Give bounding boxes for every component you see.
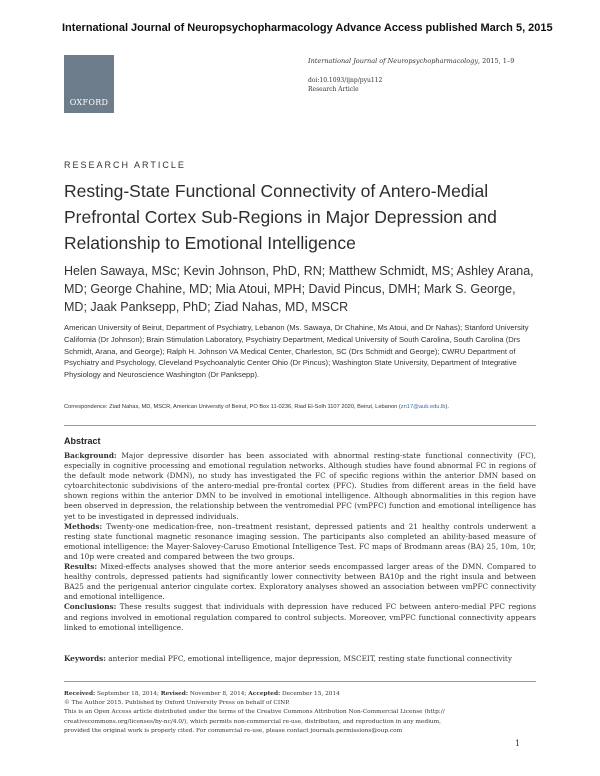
- journal-reference: [308, 57, 514, 65]
- oxford-logo: [64, 55, 114, 113]
- license-line: This is an Open Access article distributed under the terms of the Creative Commons Attribution Non-Commercial License (http://: [64, 709, 445, 716]
- abstract-methods: [64, 522, 536, 562]
- abstract-body: [64, 451, 536, 633]
- methods-label: Methods:: [64, 521, 103, 531]
- advance-access-banner: International Journal of Neuropsychopharmacology Advance Access published March 5, 2015: [62, 22, 553, 34]
- author-list: Helen Sawaya, MSc; Kevin Johnson, PhD, RN; Matthew Schmidt, MS; Ashley Arana, MD; George Chahine, MD; Mia Atoui, MPH; David Pincus, DMH; Mark S. George, MD; Jaak Panksepp, PhD; Ziad Nahas, MD, MSCR: [64, 264, 534, 314]
- revised-label: Revised:: [160, 691, 188, 697]
- abstract-results: [64, 562, 536, 602]
- section-label: RESEARCH ARTICLE: [64, 160, 186, 170]
- correspondence-email-link[interactable]: zn17@aub.edu.lb: [400, 404, 446, 410]
- keywords-text: anterior medial PFC, emotional intelligence, major depression, MSCEIT, resting state functional connectivity: [105, 654, 512, 663]
- background-text: Major depressive disorder has been associated with abnormal resting-state functional connectivity (FC), especially in cognitive processing and emotional regulation networks. Although studies have found abnormal FC in regions of the default mode network (DMN), no study has investigated the FC of specific regions within the anterior DMN based on cytoarchitectonic subdivisions of the antero-medial pre-frontal cortex (PFC). Studies from different areas in the field have shown regions within the anterior DMN to be involved in emotional intelligence. Although abnormalities in this region have been observed in depression, the relationship between the ventromedial PFC (vmPFC) function and emotional intelligence has yet to be investigated in depressed individuals.: [64, 451, 536, 521]
- license-line: creativecommons.org/licenses/by-nc/4.0/), which permits non-commercial re-use, distribution, and reproduction in any medium,: [64, 718, 441, 725]
- keywords-label: Keywords:: [64, 654, 106, 663]
- methods-text: Twenty-one medication-free, non–treatment resistant, depressed patients and 21 healthy controls underwent a resting state functional magnetic resonance imaging session. The participants also completed an ability-based measure of emotional intelligence: the Mayer-Salovey-Caruso Emotional Intelligence Test. FC maps of Brodmann areas (BA) 25, 10m, 10r, and 10p were created and compared between the two groups.: [64, 521, 536, 561]
- abstract-heading: Abstract: [64, 436, 101, 446]
- correspondence-text: Correspondence: Ziad Nahas, MD, MSCR, American University of Beirut, PO Box 11-0236, Riad El-Solh 1107 2020, Beirut, Lebanon (: [64, 404, 401, 410]
- copyright: © The Author 2015. Published by Oxford University Press on behalf of CINP.: [64, 700, 290, 707]
- background-label: Background:: [64, 451, 117, 460]
- oxford-logo-text: OXFORD: [69, 98, 109, 107]
- divider: [64, 425, 536, 426]
- abstract-background: [64, 451, 536, 522]
- affiliations: American University of Beirut, Department of Psychiatry, Lebanon (Ms. Sawaya, Dr Chahine, Ms Atoui, and Dr Nahas); Stanford University California (Dr Johnson); Brain Stimulation Laboratory, Psychiatry Department, Medical University of South Carolina, South Carolina (Drs Schmidt, Arana, and George); Ralph H. Johnson VA Medical Center, Charleston, SC (Drs Schmidt and George); CWRU Department of Psychiatry and Psychology, Cleveland Psychoanalytic Center Ohio (Dr Pincus); Washington State University, Department of Integrative Physiology and Neuroscience Washington (Dr Panksepp).: [64, 323, 529, 380]
- results-text: Mixed-effects analyses showed that the more anterior seeds encompassed larger areas of the DMN. Compared to healthy controls, depressed patients had significantly lower connectivity between BA10p and the right insula and between BA25 and the perigenual anterior cingulate cortex. Exploratory analyses showed an association between vmPFC connectivity and emotional intelligence.: [64, 562, 536, 602]
- journal-name: International Journal of Neuropsychopharmacology: [308, 57, 478, 65]
- divider: [64, 681, 536, 682]
- article-title: Resting-State Functional Connectivity of Antero-Medial Prefrontal Cortex Sub-Regions in Major Depression and Relationship to Emotional Intelligence: [64, 181, 497, 253]
- journal-issue: , 2015, 1–9: [478, 57, 515, 65]
- accepted-label: Accepted:: [248, 691, 281, 697]
- article-type: Research Article: [308, 86, 359, 93]
- keywords: [64, 654, 536, 663]
- conclusions-label: Conclusions:: [64, 602, 117, 612]
- article-footer: [64, 690, 504, 736]
- results-label: Results:: [64, 562, 98, 572]
- received-label: Received:: [64, 691, 96, 697]
- dates-line: [64, 690, 504, 699]
- correspondence: [64, 404, 534, 410]
- accepted-date: December 15, 2014: [280, 691, 340, 697]
- correspondence-close: ).: [445, 404, 449, 410]
- revised-date: November 8, 2014;: [188, 691, 249, 697]
- license-line: provided the original work is properly cited. For commercial re-use, please contact journals.permissions@oup.com: [64, 727, 403, 734]
- doi[interactable]: doi:10.1093/ijnp/pyu112: [308, 77, 383, 84]
- page-number: 1: [515, 739, 521, 748]
- received-date: September 18, 2014;: [95, 691, 161, 697]
- conclusions-text: These results suggest that individuals with depression have reduced FC between antero-medial PFC regions and regions involved in emotional regulation compared to control subjects. Moreover, vmPFC functional connectivity appears linked to emotional intelligence.: [64, 602, 536, 632]
- abstract-conclusions: [64, 602, 536, 632]
